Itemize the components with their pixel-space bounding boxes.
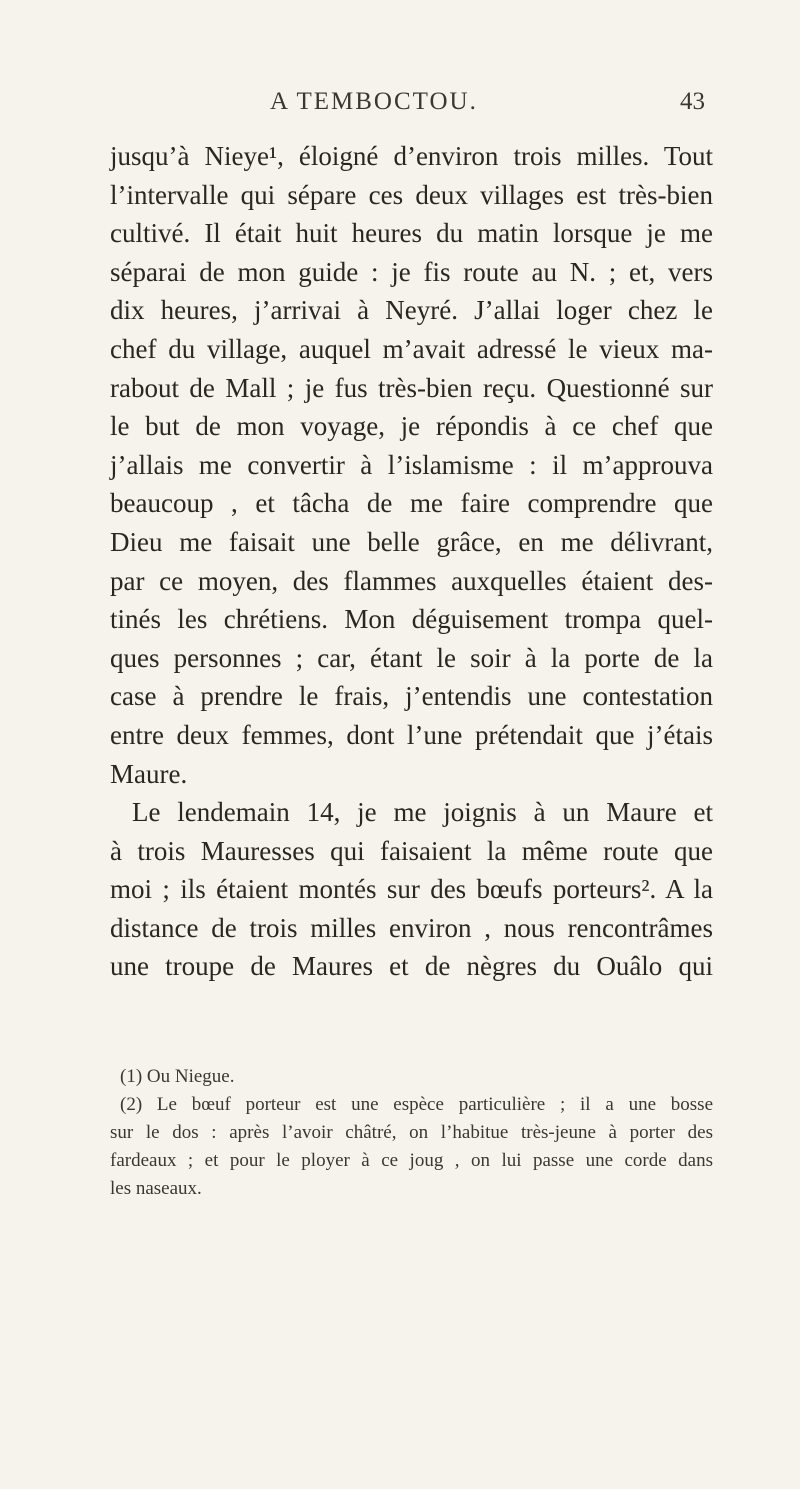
footnotes (110, 1063, 713, 1203)
text-line: Dieu me faisait une belle grâce, en me délivrant, (110, 526, 713, 557)
text-line: entre deux femmes, dont l’une prétendait que j’étais (110, 719, 713, 750)
text-line: tinés les chrétiens. Mon déguisement trompa quel- (110, 604, 713, 635)
text-line: cultivé. Il était huit heures du matin lorsque je me (110, 218, 713, 249)
text-line: j’allais me convertir à l’islamisme : il m’approuva (110, 449, 713, 480)
text-line: jusqu’à Nieye¹, éloigné d’environ trois milles. Tout (110, 141, 713, 171)
text-line: l’intervalle qui sépare ces deux villages est très-bien (110, 179, 713, 210)
text-line: Maure. (110, 758, 188, 789)
running-title: A TEMBOCTOU. (270, 88, 478, 115)
footnote-line: (2) Le bœuf porteur est une espèce particulière ; il a une bosse (120, 1094, 713, 1115)
text-line: rabout de Mall ; je fus très-bien reçu. Questionné sur (110, 372, 713, 403)
text-line: beaucoup , et tâcha de me faire comprendre que (110, 488, 713, 519)
footnote-line: (1) Ou Niegue. (120, 1066, 235, 1087)
footnote-line: sur le dos : après l’avoir châtré, on l’habitue très-jeune à porter des (110, 1122, 713, 1143)
text-line: séparai de mon guide : je fis route au N. ; et, vers (110, 256, 713, 287)
running-header (0, 88, 800, 118)
text-line: le but de mon voyage, je répondis à ce chef que (110, 411, 713, 442)
text-line: chef du village, auquel m’avait adressé le vieux ma- (110, 333, 713, 364)
page-number: 43 (680, 88, 705, 115)
text-line: case à prendre le frais, j’entendis une contestation (110, 681, 713, 712)
text-line: à trois Mauresses qui faisaient la même route que (110, 835, 713, 866)
footnote-line: fardeaux ; et pour le ployer à ce joug , on lui passe une corde dans (110, 1150, 713, 1171)
main-text (110, 137, 713, 986)
text-line: Le lendemain 14, je me joignis à un Maure et (132, 797, 713, 828)
text-line: dix heures, j’arrivai à Neyré. J’allai loger chez le (110, 295, 713, 326)
text-line: par ce moyen, des flammes auxquelles étaient des- (110, 565, 713, 596)
text-line: moi ; ils étaient montés sur des bœufs porteurs². A la (110, 874, 713, 905)
text-line: distance de trois milles environ , nous rencontrâmes (110, 912, 713, 943)
text-line: ques personnes ; car, étant le soir à la porte de la (110, 642, 713, 673)
footnote-line: les naseaux. (110, 1178, 202, 1199)
text-line: une troupe de Maures et de nègres du Ouâlo qui (110, 951, 713, 982)
